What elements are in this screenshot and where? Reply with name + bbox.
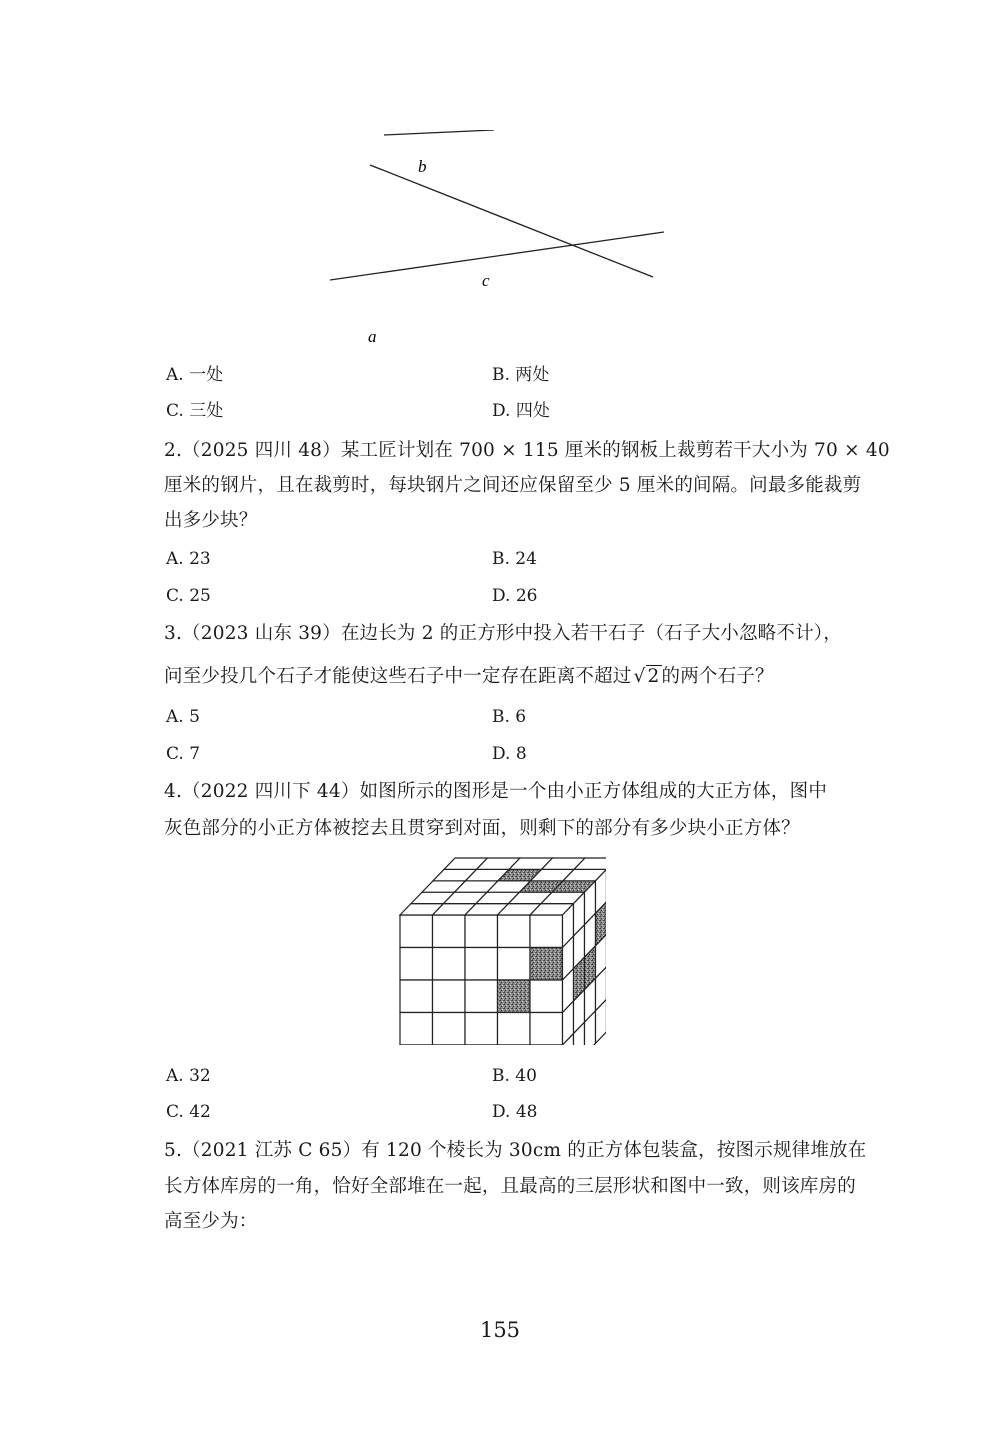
q1-option-c[interactable]: C. 三处 (166, 401, 224, 421)
q4-text-line-1: 4.（2022 四川下 44）如图所示的图形是一个由小正方体组成的大正方体，图中 (164, 781, 828, 802)
front-face-cell (498, 948, 531, 981)
front-face-cell (465, 915, 498, 948)
front-face-cell (498, 980, 531, 1013)
q2-text-line-2: 厘米的钢片，且在裁剪时，每块钢片之间还应保留至少 5 厘米的间隔。问最多能裁剪 (164, 475, 862, 496)
q1-option-d[interactable]: D. 四处 (492, 401, 550, 421)
front-face-cell (465, 1013, 498, 1046)
front-face-cell (433, 948, 466, 981)
q5-text-line-2: 长方体库房的一角，恰好全部堆在一起，且最高的三层形状和图中一致，则该库房的 (164, 1176, 856, 1197)
line-b (370, 165, 653, 277)
front-face-cell (465, 980, 498, 1013)
q4-option-c[interactable]: C. 42 (166, 1102, 211, 1122)
front-face-cell (465, 948, 498, 981)
front-face-cell (530, 1013, 563, 1046)
q2-text-line-3: 出多少块？ (164, 510, 258, 531)
label-a: a (368, 327, 377, 346)
q3-option-b[interactable]: B. 6 (492, 707, 527, 727)
line-c (330, 232, 664, 280)
cube-figure (396, 850, 606, 1045)
label-b: b (418, 157, 427, 176)
front-face-cell (400, 915, 433, 948)
page-number: 155 (479, 1318, 521, 1342)
front-face-cell (400, 980, 433, 1013)
front-face-cell (530, 948, 563, 981)
q3-option-d[interactable]: D. 8 (492, 744, 527, 764)
q1-option-a[interactable]: A. 一处 (166, 365, 224, 385)
q5-text-line-1: 5.（2021 江苏 C 65）有 120 个棱长为 30cm 的正方体包装盒，按图示规律堆放在 (164, 1140, 867, 1161)
front-face-cell (433, 980, 466, 1013)
front-face-cell (400, 1013, 433, 1046)
q3-option-a[interactable]: A. 5 (166, 707, 200, 727)
q4-option-b[interactable]: B. 40 (492, 1066, 537, 1086)
q4-text-line-2: 灰色部分的小正方体被挖去且贯穿到对面，则剩下的部分有多少块小正方体？ (164, 818, 800, 839)
front-face-cell (400, 948, 433, 981)
front-face-cell (498, 915, 531, 948)
q2-text-line-1: 2.（2025 四川 48）某工匠计划在 700 × 115 厘米的钢板上裁剪若干大小为 70 × 40 (164, 440, 890, 461)
label-c: c (482, 271, 490, 290)
q2-option-a[interactable]: A. 23 (166, 549, 211, 569)
q4-option-a[interactable]: A. 32 (166, 1066, 211, 1086)
q3-line2-before: 问至少投几个石子才能使这些石子中一定存在距离不超过 (164, 666, 632, 687)
front-face-cell (530, 915, 563, 948)
q3-text-line-1: 3.（2023 山东 39）在边长为 2 的正方形中投入若干石子（石子大小忽略不计）， (164, 623, 842, 644)
sqrt-symbol: √ (633, 666, 646, 687)
sqrt-radicand: 2 (647, 666, 660, 687)
q3-line2-after: 的两个石子？ (661, 666, 774, 687)
lines-figure (320, 130, 680, 350)
q3-option-c[interactable]: C. 7 (166, 744, 201, 764)
sqrt-expression (632, 666, 662, 688)
q5-text-line-3: 高至少为： (164, 1211, 258, 1232)
q2-option-b[interactable]: B. 24 (492, 549, 537, 569)
q2-option-c[interactable]: C. 25 (166, 586, 211, 606)
front-face-cell (433, 915, 466, 948)
front-face-cell (433, 1013, 466, 1046)
front-face-cell (530, 980, 563, 1013)
line-a (384, 130, 494, 135)
q1-option-b[interactable]: B. 两处 (492, 365, 550, 385)
q4-option-d[interactable]: D. 48 (492, 1102, 538, 1122)
front-face-cell (498, 1013, 531, 1046)
q2-option-d[interactable]: D. 26 (492, 586, 538, 606)
q3-text-line-2 (164, 666, 774, 688)
